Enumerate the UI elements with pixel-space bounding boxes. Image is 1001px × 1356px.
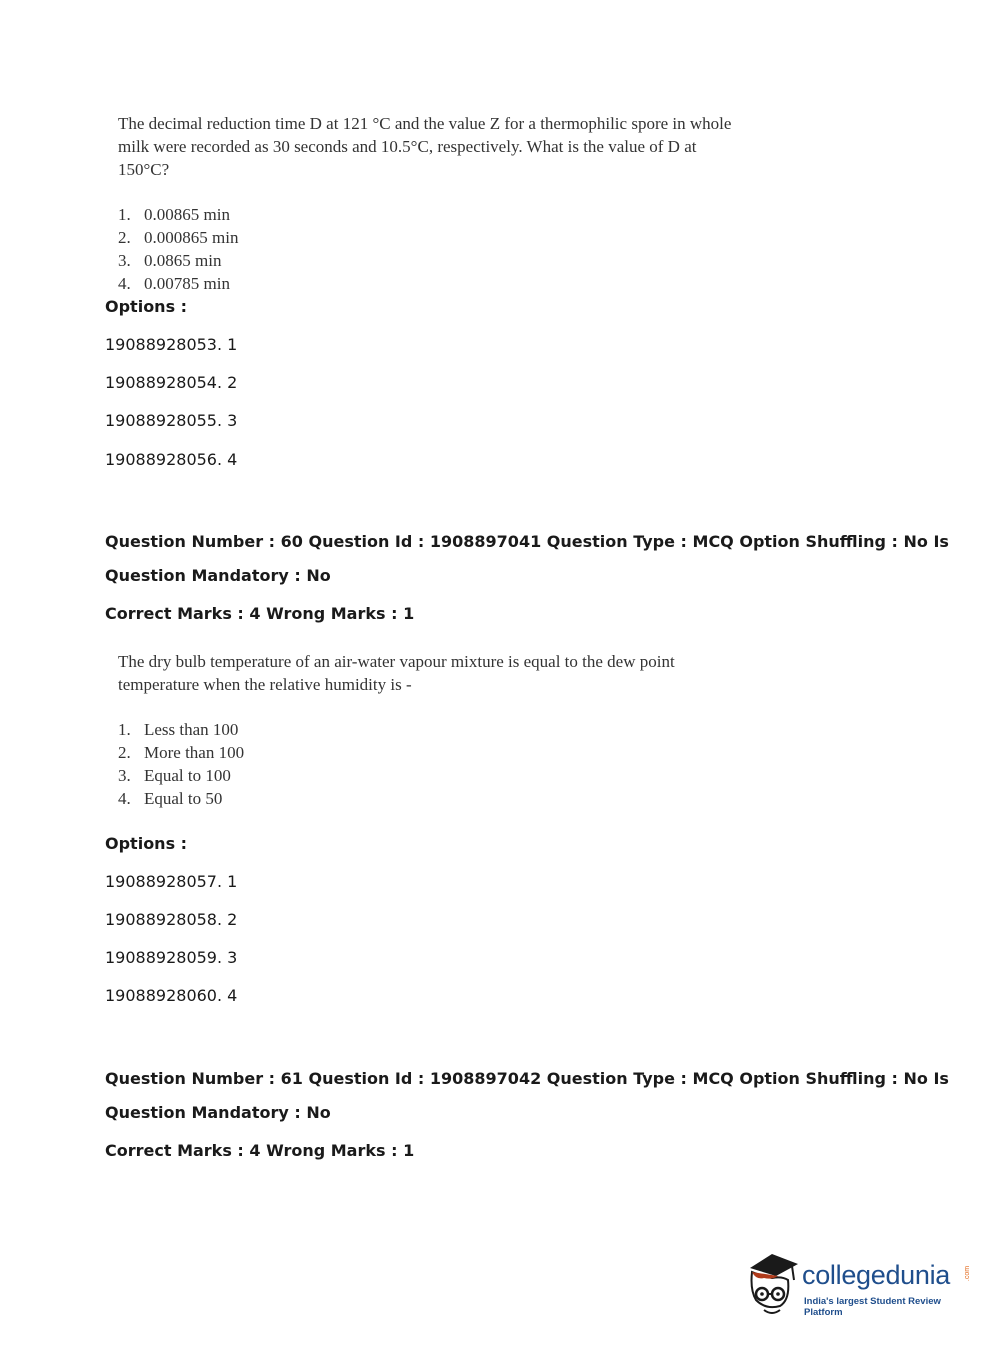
options-label: Options : (105, 297, 188, 316)
choice-item: 4. Equal to 50 (118, 789, 223, 808)
option-id: 19088928053. 1 (105, 335, 238, 354)
logo-brand: collegedunia (802, 1260, 951, 1290)
question-mandatory: Question Mandatory : No (105, 1103, 331, 1122)
question-59-image (118, 112, 738, 295)
option-id: 19088928055. 3 (105, 411, 238, 430)
mascot-icon (742, 1250, 802, 1318)
choice-item: 2. More than 100 (118, 743, 245, 762)
choice-item: 3. Equal to 100 (118, 766, 231, 785)
choice-item: 4. 0.00785 min (118, 274, 230, 293)
options-label: Options : (105, 834, 188, 853)
choice-item: 2. 0.000865 min (118, 228, 239, 247)
question-header: Question Number : 60 Question Id : 1908897041 Question Type : MCQ Option Shuffling : No Is (105, 532, 949, 551)
question-60-image (118, 650, 718, 810)
choice-list (118, 203, 738, 295)
logo-tagline: India's largest Student Review Platform (804, 1296, 941, 1318)
option-id: 19088928058. 2 (105, 910, 238, 929)
option-id: 19088928057. 1 (105, 872, 238, 891)
question-mandatory: Question Mandatory : No (105, 566, 331, 585)
question-marks: Correct Marks : 4 Wrong Marks : 1 (105, 604, 415, 623)
collegedunia-logo[interactable] (742, 1250, 972, 1318)
question-marks: Correct Marks : 4 Wrong Marks : 1 (105, 1141, 415, 1160)
choice-item: 1. 0.00865 min (118, 205, 230, 224)
choice-item: 3. 0.0865 min (118, 251, 222, 270)
question-stem: The dry bulb temperature of an air-water vapour mixture is equal to the dew point temperature when the relative humidity is - (118, 652, 675, 694)
logo-com: .com (964, 1265, 972, 1282)
question-header: Question Number : 61 Question Id : 1908897042 Question Type : MCQ Option Shuffling : No Is (105, 1069, 949, 1088)
choice-list (118, 718, 718, 810)
option-id: 19088928054. 2 (105, 373, 238, 392)
option-id: 19088928060. 4 (105, 986, 238, 1005)
option-id: 19088928056. 4 (105, 450, 238, 469)
choice-item: 1. Less than 100 (118, 720, 239, 739)
question-stem: The decimal reduction time D at 121 °C and the value Z for a thermophilic spore in whole milk were recorded as 30 seconds and 10.5°C, respectively. What is the value of D at 150°C? (118, 114, 732, 179)
option-id: 19088928059. 3 (105, 948, 238, 967)
